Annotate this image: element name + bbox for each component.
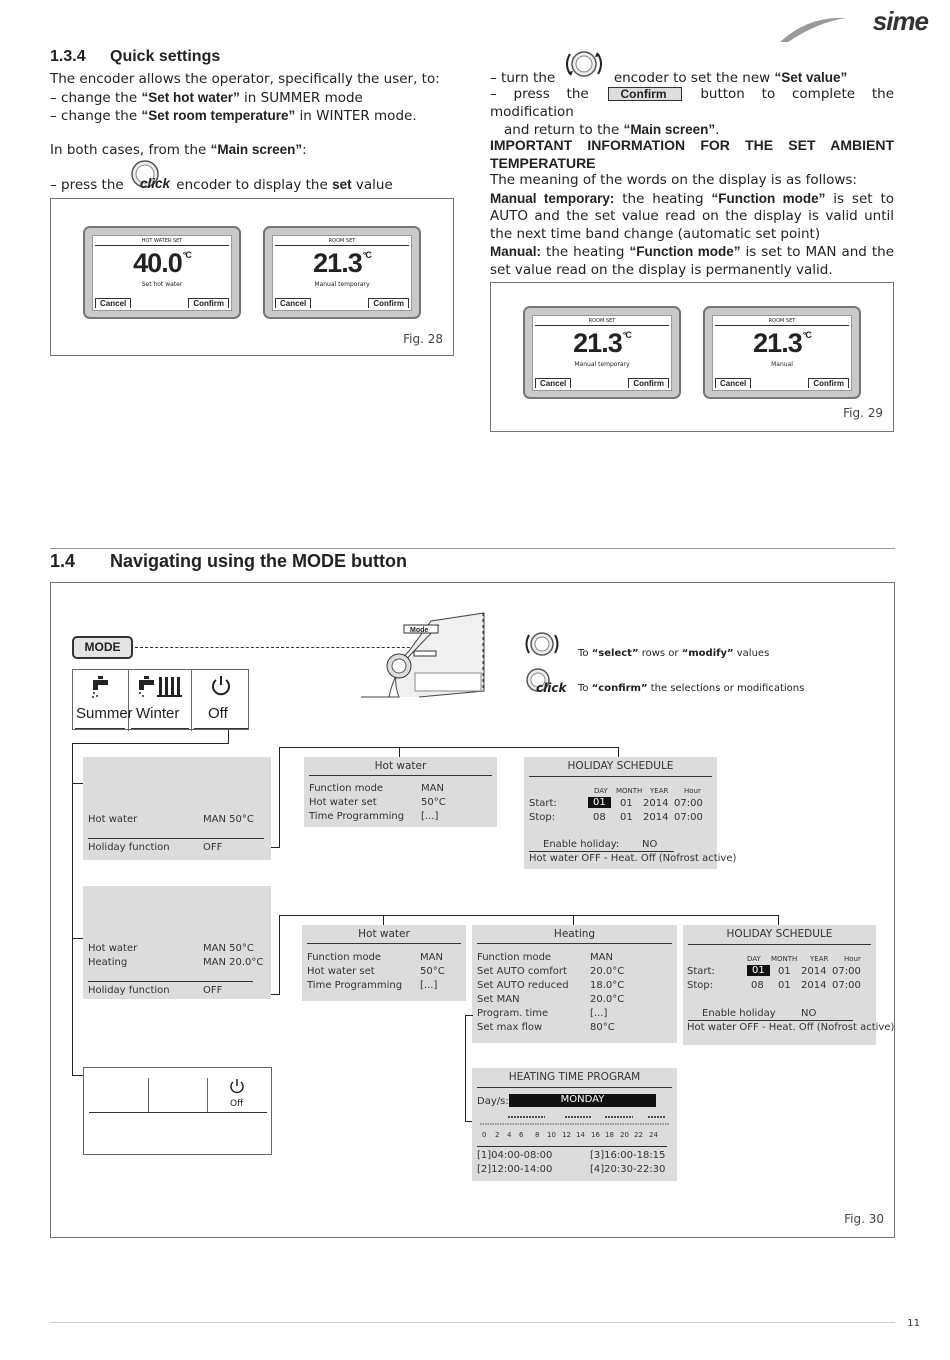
winter-main-panel: Hot water MAN 50°C Heating MAN 20.0°C Holiday function OFF <box>83 886 271 999</box>
holiday-schedule-panel-summer: HOLIDAY SCHEDULE DAY MONTH YEAR Hour Start: 01 01 2014 07:00 Stop: 08 01 2014 07:00 Enable holiday: NO Hot water OFF - Heat. Off (Nofrost active) <box>524 757 717 869</box>
figure-label: Fig. 28 <box>403 332 443 346</box>
confirm-button: Confirm <box>628 378 669 388</box>
mode-selector <box>72 669 249 730</box>
confirm-button-inline: Confirm <box>608 87 682 101</box>
confirm-button: Confirm <box>808 378 849 388</box>
cancel-button: Cancel <box>535 378 571 388</box>
heating-panel: Heating Function mode MAN Set AUTO comfort 20.0°C Set AUTO reduced 18.0°C Set MAN 20.0°C Program. time [...] Set max flow 80°C <box>472 925 677 1043</box>
device-mode-label: Mode <box>410 627 429 634</box>
tap-icon <box>89 675 111 699</box>
meaning-text: The meaning of the words on the display is as follows: Manual temporary: the heating “Function mode” is set to AUTO and the set value read on the display is valid until the next time band change (automatic set point) Manual: the heating “Function mode” is set to MAN and the set value read on the display is permanently valid. <box>490 172 894 278</box>
cancel-button: Cancel <box>715 378 751 388</box>
boiler-panel-icon <box>359 611 489 701</box>
brand-logo <box>778 6 928 46</box>
footer-divider <box>50 1322 895 1323</box>
turn-encoder-text: – turn the encoder to set the new “Set value” <box>490 68 894 88</box>
heating-time-program-panel: HEATING TIME PROGRAM Day/s: MONDAY 0 2 4 6 8 10 12 14 16 18 20 22 24 [1]04:00-08:00 [3]16:00-18:15 [2]12:00-14:00 [4]20:30-22:30 <box>472 1068 677 1181</box>
figure-29 <box>490 282 894 432</box>
time-bar-icon <box>480 1114 670 1128</box>
mode-summer: Summer <box>76 705 133 722</box>
press-confirm-text: – press the Confirm button to complete the modification and return to the “Main screen”. <box>490 86 895 138</box>
time-axis: 0 2 4 6 8 10 12 14 16 18 20 22 24 <box>482 1131 658 1139</box>
summer-main-panel: Hot water MAN 50°C Holiday function OFF <box>83 757 271 860</box>
important-heading: IMPORTANT INFORMATION FOR THE SET AMBIENT TEMPERATURE <box>490 137 894 171</box>
hot-water-panel-winter: Hot water Function mode MAN Hot water set 50°C Time Programming [...] <box>302 925 466 1001</box>
hot-water-panel-summer: Hot water Function mode MAN Hot water set 50°C Time Programming [...] <box>304 757 497 827</box>
tap-radiator-icon <box>135 675 185 699</box>
lcd-screen-hot-water: HOT WATER SET $40.0^{^\circ C}$ Set hot water Cancel Confirm <box>83 226 241 319</box>
encoder-rotate-icon <box>522 627 562 661</box>
section-divider <box>50 548 895 549</box>
mode-off: Off <box>208 705 228 722</box>
intro-text: The encoder allows the operator, specifically the user, to: – change the “Set hot water” in SUMMER mode – change the “Set room temperature” in WINTER mode. <box>50 71 440 124</box>
legend-click-label: click <box>536 681 567 695</box>
cancel-button: Cancel <box>95 298 131 308</box>
figure-30 <box>50 582 895 1238</box>
power-icon <box>229 1078 245 1094</box>
section-heading-1-4: 1.4 Navigating using the MODE button <box>50 551 407 571</box>
power-icon <box>210 675 232 697</box>
legend-confirm: To “confirm” the selections or modifications <box>578 683 805 694</box>
figure-28 <box>50 198 454 356</box>
day-selector: MONDAY <box>509 1094 656 1107</box>
confirm-button: Confirm <box>368 298 409 308</box>
lcd-screen-manual: ROOM SET $21.3^{^\circ C}$ Manual Cancel Confirm <box>703 306 861 399</box>
mode-button: MODE <box>72 636 133 659</box>
press-click-text: – press the click encoder to display the set value <box>50 175 450 195</box>
encoder-rotate-icon <box>562 46 606 82</box>
page-number: 11 <box>907 1318 920 1329</box>
swoosh-icon <box>778 14 848 44</box>
mode-winter: Winter <box>136 705 180 722</box>
legend-select: To “select” rows or “modify” values <box>578 648 770 659</box>
cancel-button: Cancel <box>275 298 311 308</box>
both-cases-text: In both cases, from the “Main screen”: <box>50 142 307 158</box>
brand-name: sime <box>872 6 928 36</box>
figure-label: Fig. 29 <box>843 406 883 420</box>
off-main-panel <box>83 1067 272 1155</box>
lcd-screen-manual-temporary: ROOM SET $21.3^{^\circ C}$ Manual temporary Cancel Confirm <box>523 306 681 399</box>
off-label: Off <box>230 1099 244 1109</box>
section-heading: 1.3.4 Quick settings <box>50 48 221 65</box>
confirm-button: Confirm <box>188 298 229 308</box>
lcd-screen-room-set: ROOM SET $21.3^{^\circ C}$ Manual temporary Cancel Confirm <box>263 226 421 319</box>
figure-label: Fig. 30 <box>844 1212 884 1226</box>
holiday-schedule-panel-winter: HOLIDAY SCHEDULE DAY MONTH YEAR Hour Start: 01 01 2014 07:00 Stop: 08 01 2014 07:00 Enable holiday NO Hot water OFF - Heat. Off (Nofrost active) <box>683 925 876 1045</box>
